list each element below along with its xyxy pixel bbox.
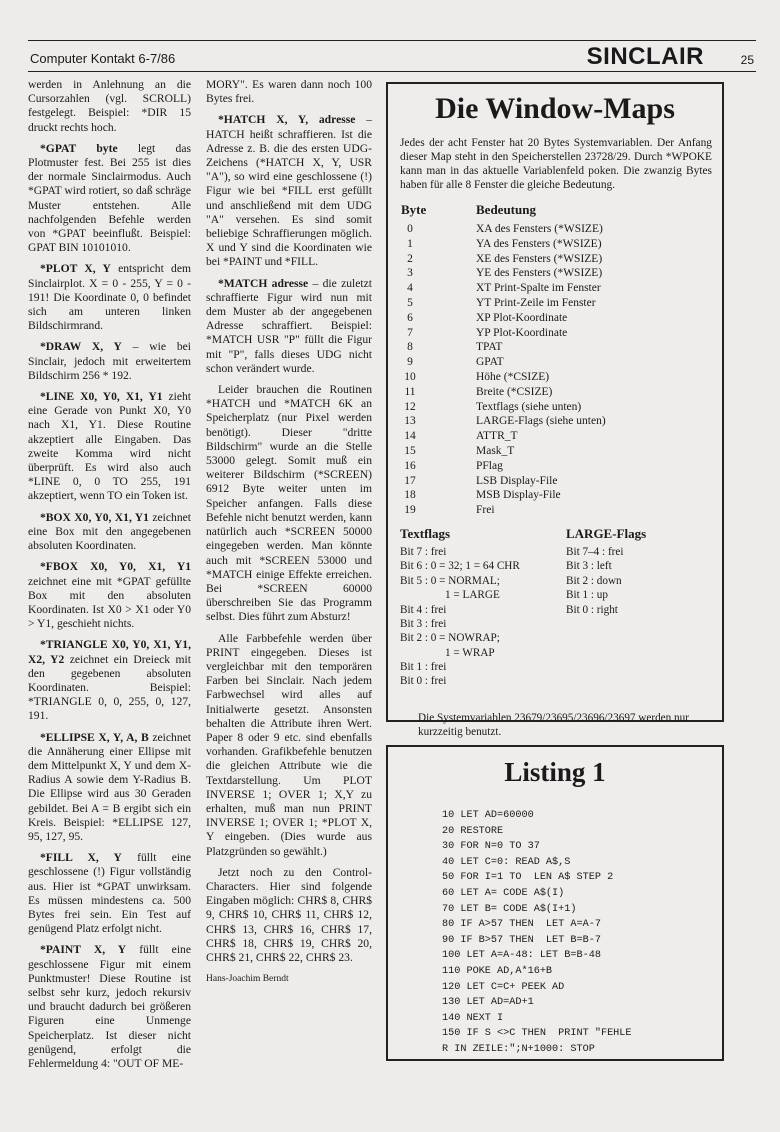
page-header — [28, 40, 756, 72]
byte-number: 10 — [404, 370, 416, 383]
paragraph-text: zeichnet eine mit *GPAT gefüllte Box mit den absoluten Koordinaten. Ist X0 > X1 oder Y0 > Y1, geschieht nichts. — [28, 574, 191, 631]
textflag-line: Bit 7 : frei — [400, 545, 447, 558]
textflag-line: Bit 4 : frei — [400, 603, 447, 616]
paragraph-text: füllt eine geschlossene (!) Figur vollständig aus. Hier ist *GPAT unwirksam. Es müssen mindestens ca. 500 Bytes frei sein. Ein Test auf genügend Platz erfolgt nicht. — [28, 851, 191, 936]
article-paragraph — [206, 383, 372, 624]
command-keyword: *HATCH X, Y, adresse — [218, 113, 356, 127]
table-row — [401, 414, 722, 429]
command-keyword: *BOX X0, Y0, X1, Y1 — [40, 510, 149, 524]
window-maps-intro: Jedes der acht Fenster hat 20 Bytes Systemvariablen. Der Anfang dieser Map steht in den Speicherstellen 23728/29. Durch *WPOKE kann man in das aktuelle Variablenfeld poken. Die zwanzig Bytes haben für alle 8 Fenster die gleiche Bedeutung. — [400, 137, 712, 191]
article-paragraph — [206, 113, 372, 269]
table-row — [401, 266, 722, 281]
column-header-byte: Byte — [401, 202, 427, 217]
table-body — [401, 222, 722, 518]
byte-number: 5 — [407, 296, 413, 309]
textflag-line: Bit 1 : frei — [400, 661, 447, 674]
code-line: 100 LET A=A-48: LET B=B-48 — [442, 950, 601, 962]
paragraph-text: MORY". Es waren dann noch 100 Bytes frei. — [206, 78, 372, 106]
table-row — [401, 370, 722, 385]
table-row — [401, 444, 722, 459]
paragraph-text: zeichnet eine Box mit den angegebenen absoluten Koordinaten. — [28, 510, 191, 553]
paragraph-text: Jetzt noch zu den Control-Characters. Hier sind folgende Eingaben möglich: CHR$ 8, CHR$ 9, CHR$ 10, CHR$ 11, CHR$ 12, CHR$ 13, CHR$ 16, CHR$ 17, CHR$ 18, CHR$ 19, CHR$ 20, CHR$ 21, CHR$ 22, CHR$ 23. — [206, 865, 372, 964]
table-row — [401, 385, 722, 400]
paragraph-text: – wie bei Sinclair, jedoch mit erweitertem Bildschirm 256 * 192. — [28, 340, 191, 382]
table-row — [401, 311, 722, 326]
byte-meaning: LSB Display-File — [476, 474, 558, 487]
textflags-list — [400, 526, 570, 689]
byte-number: 3 — [407, 267, 413, 280]
article-column-1 — [28, 78, 191, 1078]
article-paragraph — [28, 262, 191, 333]
article-paragraph — [28, 851, 191, 936]
code-line: 30 FOR N=0 TO 37 — [442, 841, 540, 853]
byte-meaning: Höhe (*CSIZE) — [476, 370, 550, 383]
command-keyword: *DRAW X, Y — [40, 340, 122, 354]
byte-meaning: ATTR_T — [476, 430, 518, 443]
textflag-line: Bit 3 : frei — [400, 617, 447, 630]
paragraph-text: entspricht dem Sinclairplot. X = 0 - 255, Y = 0 - 191! Die Koordinate 0, 0 befindet sich am unteren linken Bildschirmrand. — [28, 262, 191, 333]
code-line: 20 RESTORE — [442, 825, 504, 837]
article-paragraph — [206, 632, 372, 859]
byte-number: 8 — [407, 341, 413, 354]
byte-number: 4 — [407, 282, 413, 295]
page-number: 25 — [740, 53, 754, 67]
author-name: Hans-Joachim Berndt — [206, 974, 289, 985]
command-keyword: *TRIANGLE X0, Y0, X1, Y1, X2, Y2 — [28, 638, 191, 666]
command-keyword: *FILL X, Y — [40, 851, 122, 865]
textflag-line: 1 = WRAP — [445, 646, 495, 659]
code-line: 50 FOR I=1 TO LEN A$ STEP 2 — [442, 872, 614, 884]
code-line: 90 IF B>57 THEN LET B=B-7 — [442, 934, 601, 946]
byte-meaning: TPAT — [476, 341, 503, 354]
article-paragraph — [28, 340, 191, 383]
code-line: 80 IF A>57 THEN LET A=A-7 — [442, 919, 601, 931]
byte-meaning: Breite (*CSIZE) — [476, 385, 553, 398]
byte-meaning: YE des Fensters (*WSIZE) — [476, 267, 603, 280]
byte-meaning: XA des Fensters (*WSIZE) — [476, 223, 603, 235]
code-line: 10 LET AD=60000 — [442, 810, 534, 821]
largeflag-line: Bit 3 : left — [566, 560, 612, 573]
code-line: 70 LET B= CODE A$(I+1) — [442, 903, 577, 915]
paragraph-text: – HATCH heißt schraffieren. Ist die Adresse z. B. die des ersten UDG-Zeichens (*HATCH X, Y, USR "A"), so wird eine geschlossene (!) Figur wie bei *FILL erst gefüllt und anschließend mit dem UDG "A" versehen. Es sind somit beliebige Schraffierungen möglich. X und Y sind die Koordinaten wie bei *PAINT und *FILL. — [206, 113, 372, 269]
article-paragraph — [28, 78, 191, 135]
table-row — [401, 326, 722, 341]
code-line: 140 NEXT I — [442, 1012, 504, 1024]
byte-number: 17 — [404, 474, 416, 487]
article-paragraph — [28, 390, 191, 504]
column-header-meaning: Bedeutung — [476, 202, 536, 217]
table-row — [401, 222, 722, 237]
byte-number: 1 — [407, 237, 413, 250]
table-row — [401, 237, 722, 252]
byte-number: 0 — [407, 223, 413, 235]
flags-section — [388, 526, 722, 701]
article-paragraph — [206, 78, 372, 106]
textflag-line: 1 = LARGE — [445, 589, 500, 602]
article-paragraph — [206, 277, 372, 376]
window-maps-box — [386, 82, 724, 738]
byte-number: 2 — [407, 252, 413, 265]
paragraph-text: Leider brauchen die Routinen *HATCH und *MATCH 6K an Speicherplatz (nur Pixel werden benötigt). Dieser "dritte Bildschirm" wurde an die Stelle 53000 gelegt. Somit muß ein weiterer Bildschirm (*SCREEN) 6912 Byte weiter unten im Speicher anfangen. Falls diese Befehle nicht benutzt werden, kann natürlich auch *SCREEN 50000 eingegeben werden. Man könnte auch mit *SCREEN 53000 und *MATCH einige Effekte erreichen. Bei *SCREEN 60000 überschreiben Sie das Programm selbst. Dies führt zum Absturz! — [206, 383, 372, 624]
listing-title: Listing 1 — [504, 757, 606, 787]
table-row — [401, 252, 722, 267]
table-row — [401, 488, 722, 503]
section-title: SINCLAIR — [586, 43, 704, 70]
article-paragraph — [28, 943, 191, 1071]
paragraph-text: zieht eine Gerade von Punkt X0, Y0 nach X1, Y1. Diese Routine akzeptiert alle Eingaben. Das zweite Komma wird nicht überprüft. Es wird also auch *LINE 0, 0 TO 255, 191 akzeptiert, wenn TO ein Token ist. — [28, 390, 191, 503]
byte-meaning: XE des Fensters (*WSIZE) — [476, 252, 603, 265]
byte-number: 13 — [404, 415, 416, 428]
command-keyword: *FBOX X0, Y0, X1, Y1 — [40, 560, 191, 574]
window-maps-title: Die Window-Maps — [435, 92, 675, 125]
table-row — [401, 474, 722, 489]
article-paragraph — [28, 511, 191, 554]
table-row — [401, 429, 722, 444]
code-line: R IN ZEILE:";N+1000: STOP — [442, 1043, 595, 1055]
command-keyword: *LINE X0, Y0, X1, Y1 — [40, 390, 163, 404]
code-line: 130 LET AD=AD+1 — [442, 997, 534, 1009]
command-keyword: *PAINT X, Y — [40, 943, 127, 957]
textflag-line: Bit 6 : 0 = 32; 1 = 64 CHR — [400, 560, 520, 573]
window-maps-note: Die Systemvariablen 23679/23695/23696/23697 werden nur kurzzeitig benutzt. — [418, 711, 689, 738]
paragraph-text: – die zuletzt schraffierte Figur wird nun mit dem Muster ab der angegebenen Adresse schraffiert. Beispiel: *MATCH USR "P" füllt die Figur mit "P", falls dieses UDG nicht schon verändert wurde. — [206, 276, 372, 375]
table-row — [401, 281, 722, 296]
byte-number: 19 — [404, 504, 416, 517]
largeflag-line: Bit 0 : right — [566, 603, 618, 616]
byte-meaning: MSB Display-File — [476, 489, 561, 502]
table-row — [401, 340, 722, 355]
command-keyword: *GPAT byte — [40, 141, 118, 155]
paragraph-text: Alle Farbbefehle werden über PRINT eingegeben. Dieses ist vergleichbar mit den temporären Farben bei Sinclair. Nach jedem Farbwechsel wird alles auf Initialwerte gesetzt. Ansonsten behalten die Attribute ihren Wert. Paper 8 oder 9 etc. sind ebenfalls vorhanden. Grafikbefehle benutzen die gleichen Attribute wie die Textdarstellung. Um PLOT INVERSE 1; OVER 1; X,Y zu erhalten, muß man nun PRINT INVERSE 1; OVER 1; *PLOT X, Y eingeben. (Dies wurde aus Platzgründen so gewählt.) — [206, 631, 372, 858]
largeflags-list — [566, 526, 706, 617]
textflags-title: Textflags — [400, 525, 451, 541]
table-row — [401, 503, 722, 518]
byte-meaning: YP Plot-Koordinate — [476, 326, 568, 339]
textflag-line: Bit 5 : 0 = NORMAL; — [400, 574, 500, 587]
table-row — [401, 459, 722, 474]
textflag-line: Bit 2 : 0 = NOWRAP; — [400, 632, 500, 645]
byte-meaning: Frei — [476, 504, 495, 517]
largeflag-line: Bit 2 : down — [566, 574, 622, 587]
byte-number: 7 — [407, 326, 413, 339]
code-line: 40 LET C=0: READ A$,S — [442, 856, 571, 868]
code-line: 60 LET A= CODE A$(I) — [442, 887, 565, 899]
article-paragraph — [28, 731, 191, 845]
article-paragraph — [28, 142, 191, 256]
byte-meaning: Textflags (siehe unten) — [476, 400, 582, 413]
table-row — [401, 400, 722, 415]
byte-number: 6 — [407, 311, 413, 324]
byte-meaning: YA des Fensters (*WSIZE) — [476, 237, 602, 250]
paragraph-text: zeichnet die Annäherung einer Ellipse mit dem Mittelpunkt X, Y und dem X-Radius A sowie dem Y-Radius B. Die Ellipse wird aus 30 Geraden gebildet. Bei A = B ergibt sich ein Kreis. Beispiel: *ELLIPSE 127, 95, 127, 95. — [28, 730, 191, 843]
article-paragraph — [28, 638, 191, 723]
byte-meaning: LARGE-Flags (siehe unten) — [476, 415, 606, 428]
code-line: 150 IF S <>C THEN PRINT "FEHLE — [442, 1028, 632, 1040]
byte-number: 11 — [404, 385, 416, 398]
magazine-name: Computer Kontakt 6-7/86 — [30, 51, 176, 66]
byte-meaning: GPAT — [476, 356, 504, 369]
window-maps-table — [401, 202, 722, 518]
code-line: 110 POKE AD,A*16+B — [442, 965, 553, 977]
byte-meaning: XP Plot-Koordinate — [476, 311, 568, 324]
byte-number: 12 — [404, 400, 416, 413]
largeflag-line: Bit 7–4 : frei — [566, 545, 624, 558]
byte-number: 16 — [404, 459, 416, 472]
largeflag-line: Bit 1 : up — [566, 589, 608, 602]
byte-number: 14 — [404, 430, 416, 443]
article-paragraph — [28, 560, 191, 631]
table-row — [401, 296, 722, 311]
largeflags-title: LARGE-Flags — [566, 525, 647, 541]
table-header — [401, 202, 722, 218]
table-row — [401, 355, 722, 370]
byte-meaning: PFlag — [476, 459, 503, 472]
code-line: 120 LET C=C+ PEEK AD — [442, 981, 565, 993]
paragraph-text: legt das Plotmuster fest. Bei 255 ist dies der normale Sinclairmodus. Auch *GPAT wird rotiert, so daß schräge Muster entstehen. Alle nachfolgenden Befehle werden von *GPAT beeinflußt. Beispiel: GPAT BIN 10101010. — [28, 141, 191, 255]
byte-meaning: YT Print-Zeile im Fenster — [476, 296, 596, 309]
command-keyword: *MATCH adresse — [218, 276, 309, 290]
code-listing — [442, 808, 722, 1058]
byte-number: 15 — [404, 444, 416, 457]
article-column-2 — [206, 78, 372, 993]
paragraph-text: zeichnet ein Dreieck mit den gegebenen absoluten Koordinaten. Beispiel: *TRIANGLE 0, 0, 255, 0, 127, 191. — [28, 652, 191, 723]
byte-meaning: Mask_T — [476, 444, 515, 457]
paragraph-text: füllt eine geschlossene Figur mit einem Punktmuster! Diese Routine ist selbst sehr kurz, jedoch rekursiv und braucht dadurch bei größeren Figuren eine Unmenge Speicherplatz. Ist dieser nicht genügend, erfolgt die Fehlermeldung 4: "OUT OF ME- — [28, 943, 191, 1070]
paragraph-text: werden in Anlehnung an die Cursorzahlen (vgl. SCROLL) festgelegt. Beispiel: *DIR 15 druckt rechts hoch. — [28, 78, 191, 134]
byte-number: 18 — [404, 489, 416, 502]
byte-number: 9 — [407, 356, 413, 369]
textflag-line: Bit 0 : frei — [400, 675, 447, 688]
listing-box — [386, 745, 724, 1061]
command-keyword: *ELLIPSE X, Y, A, B — [40, 730, 149, 744]
article-paragraph — [206, 866, 372, 965]
command-keyword: *PLOT X, Y — [40, 262, 111, 276]
byte-meaning: XT Print-Spalte im Fenster — [476, 282, 601, 295]
